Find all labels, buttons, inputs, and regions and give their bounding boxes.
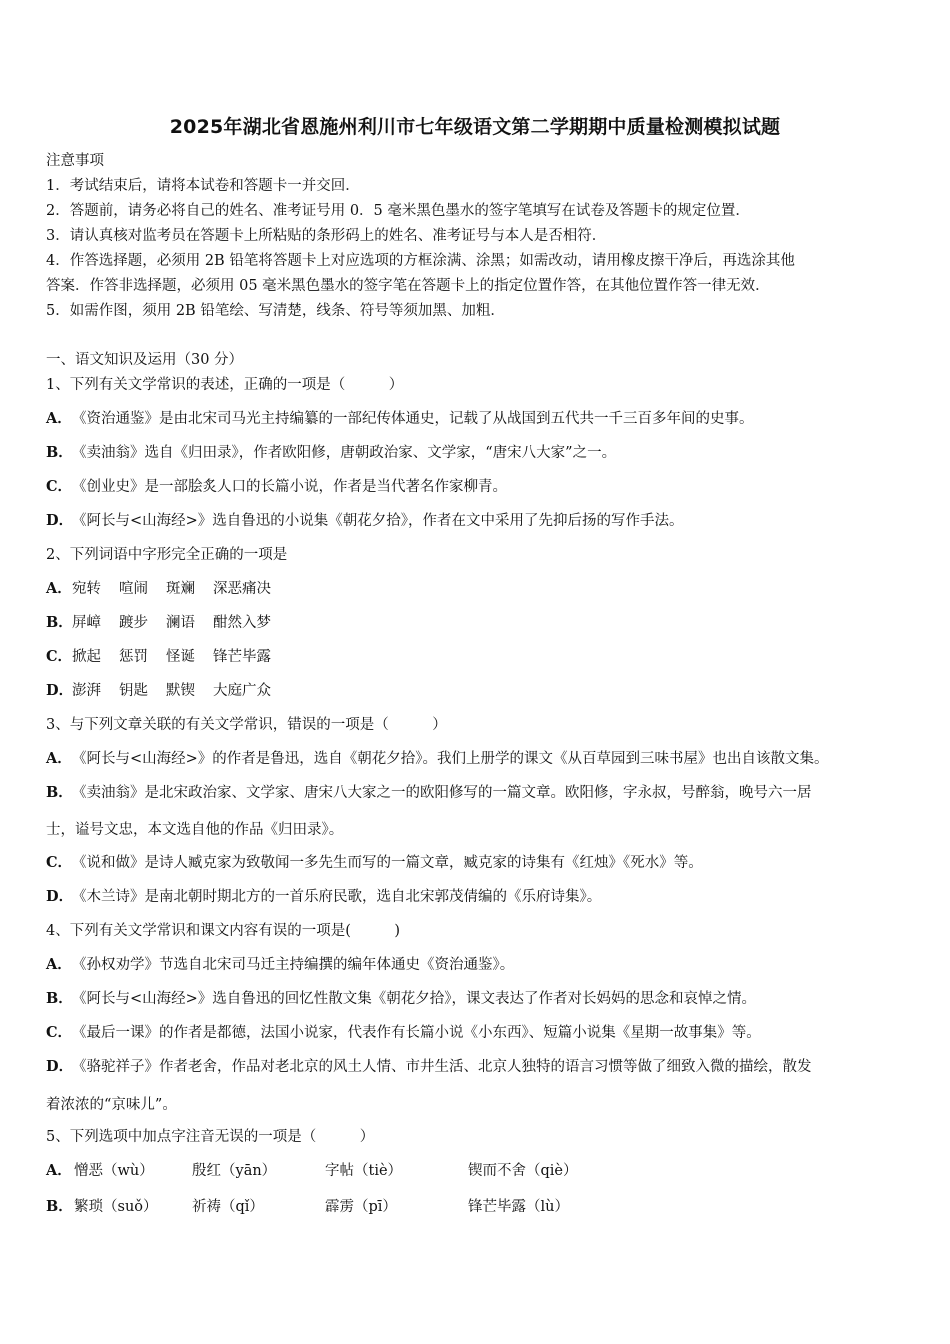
option-letter: A． (46, 750, 72, 767)
option-letter: A． (46, 410, 72, 427)
option-text: 《阿长与<山海经>》选自鲁迅的小说集《朝花夕拾》，作者在文中采用了先抑后扬的写作手法。 (72, 513, 684, 529)
option-letter: C． (46, 1024, 73, 1041)
option-word: 掀起 (72, 649, 101, 665)
option-letter: C． (46, 648, 73, 665)
option-text: 《卖油翁》选自《归田录》，作者欧阳修，唐朝政治家、文学家，“唐宋八大家”之一。 (72, 445, 617, 461)
option-letter: D． (46, 888, 74, 905)
option-letter: B． (46, 444, 73, 461)
option-row (46, 443, 616, 463)
option-letter: A． (46, 1162, 72, 1179)
option-word: 澜语 (166, 615, 195, 631)
notice-item: 答案．作答非选择题，必须用 05 毫米黑色墨水的签字笔在答题卡上的指定位置作答，在其他位置作答一律无效． (46, 278, 770, 294)
option-text: 《阿长与<山海经>》选自鲁迅的回忆性散文集《朝花夕拾》，课文表达了作者对长妈妈的思念和哀悼之情。 (72, 991, 757, 1007)
option-letter: C． (46, 854, 73, 871)
option-row (46, 749, 829, 769)
option-word: 喧闹 (119, 581, 148, 597)
option-word: 锋芒毕露 (213, 649, 271, 665)
pinyin-item: 锲而不舍（qiè） (468, 1163, 578, 1179)
notice-heading: 注意事项 (46, 153, 104, 169)
option-text: 《骆驼祥子》作者老舍，作品对老北京的风土人情、市井生活、北京人独特的语言习惯等做了细致入微的描绘，散发 (72, 1059, 812, 1075)
option-word: 钥匙 (119, 683, 148, 699)
option-row (46, 853, 703, 873)
option-text: 《资治通鉴》是由北宋司马光主持编纂的一部纪传体通史，记载了从战国到五代共一千三百多年间的史事。 (72, 411, 754, 427)
notice-item: 4．作答选择题，必须用 2B 铅笔将答题卡上对应选项的方框涂满、涂黑；如需改动，请用橡皮擦干净后，再选涂其他 (46, 253, 795, 269)
option-letter: D． (46, 512, 74, 529)
option-text: 《卖油翁》是北宋政治家、文学家、唐宋八大家之一的欧阳修写的一篇文章。欧阳修，字永叔，号醉翁，晚号六一居 (72, 785, 812, 801)
option-row (46, 955, 514, 975)
option-text: 《说和做》是诗人臧克家为致敬闻一多先生而写的一篇文章，臧克家的诗集有《红烛》《死水》等。 (72, 855, 703, 871)
option-word: 深恶痛决 (213, 581, 271, 597)
option-continuation: 着浓浓的“京味儿”。 (46, 1097, 177, 1113)
pinyin-item: 殷红（yān） (192, 1163, 277, 1179)
page-title: 2025年湖北省恩施州利川市七年级语文第二学期期中质量检测模拟试题 (169, 116, 781, 138)
option-word: 默锲 (166, 683, 195, 699)
option-word: 踱步 (119, 615, 148, 631)
option-word: 大庭广众 (213, 683, 271, 699)
option-word: 宛转 (72, 581, 101, 597)
pinyin-item: 祈祷（qǐ） (192, 1199, 264, 1215)
option-row (46, 681, 289, 701)
option-text: 《创业史》是一部脍炙人口的长篇小说，作者是当代著名作家柳青。 (72, 479, 507, 495)
option-word: 澎湃 (72, 683, 101, 699)
option-letter: A． (46, 580, 72, 597)
option-word: 酣然入梦 (213, 615, 271, 631)
option-letter: B． (46, 784, 73, 801)
option-row (46, 613, 289, 633)
pinyin-item: 字帖（tiè） (325, 1163, 403, 1179)
pinyin-item: 霹雳（pī） (325, 1199, 397, 1215)
question-stem: 4、下列有关文学常识和课文内容有误的一项是( ) (46, 923, 401, 939)
option-text: 《最后一课》的作者是都德，法国小说家，代表作有长篇小说《小东西》、短篇小说集《星期一故事集》等。 (72, 1025, 761, 1041)
option-row (46, 1023, 761, 1043)
notice-item: 5．如需作图，须用 2B 铅笔绘、写清楚，线条、符号等须加黑、加粗． (46, 303, 505, 319)
option-row (46, 477, 507, 497)
question-stem: 1、下列有关文学常识的表述，正确的一项是（ ） (46, 377, 404, 393)
pinyin-item: 锋芒毕露（lù） (468, 1199, 569, 1215)
option-word: 斑斓 (166, 581, 195, 597)
question-stem: 3、与下列文章关联的有关文学常识，错误的一项是（ ） (46, 717, 447, 733)
option-letter: B． (46, 990, 73, 1007)
option-row (46, 511, 684, 531)
notice-item: 2．答题前，请务必将自己的姓名、准考证号用 0．5 毫米黑色墨水的签字笔填写在试卷及答题卡的规定位置． (46, 203, 750, 219)
option-row (46, 989, 756, 1009)
option-row (46, 887, 601, 907)
question-stem: 5、下列选项中加点字注音无误的一项是（ ） (46, 1129, 375, 1145)
option-row (46, 409, 754, 429)
option-letter: D． (46, 682, 74, 699)
section-heading: 一、语文知识及运用（30 分） (46, 352, 244, 368)
option-continuation: 士，谥号文忠，本文选自他的作品《归田录》。 (46, 822, 344, 838)
pinyin-item: 憎恶（wù） (74, 1163, 154, 1179)
option-letter: D． (46, 1058, 74, 1075)
option-letter: B． (46, 1198, 73, 1215)
question-stem: 2、下列词语中字形完全正确的一项是 (46, 547, 288, 563)
option-row (46, 647, 289, 667)
option-row (46, 579, 289, 599)
option-word: 怪诞 (166, 649, 195, 665)
option-word: 惩罚 (119, 649, 148, 665)
option-text: 《孙权劝学》节选自北宋司马迁主持编撰的编年体通史《资治通鉴》。 (72, 957, 515, 973)
pinyin-item: 繁琐（suǒ） (74, 1199, 158, 1215)
option-text: 《阿长与<山海经>》的作者是鲁迅，选自《朝花夕拾》。我们上册学的课文《从百草园到三味书屋》也出自该散文集。 (72, 751, 829, 767)
option-text: 《木兰诗》是南北朝时期北方的一首乐府民歌，选自北宋郭茂倩编的《乐府诗集》。 (72, 889, 602, 905)
option-row (46, 783, 812, 803)
option-letter: C． (46, 478, 73, 495)
notice-item: 3．请认真核对监考员在答题卡上所粘贴的条形码上的姓名、准考证号与本人是否相符． (46, 228, 607, 244)
option-word: 屏嶂 (72, 615, 101, 631)
option-row (46, 1057, 812, 1077)
option-letter: B． (46, 614, 73, 631)
option-letter: A． (46, 956, 72, 973)
notice-item: 1．考试结束后，请将本试卷和答题卡一并交回． (46, 178, 360, 194)
